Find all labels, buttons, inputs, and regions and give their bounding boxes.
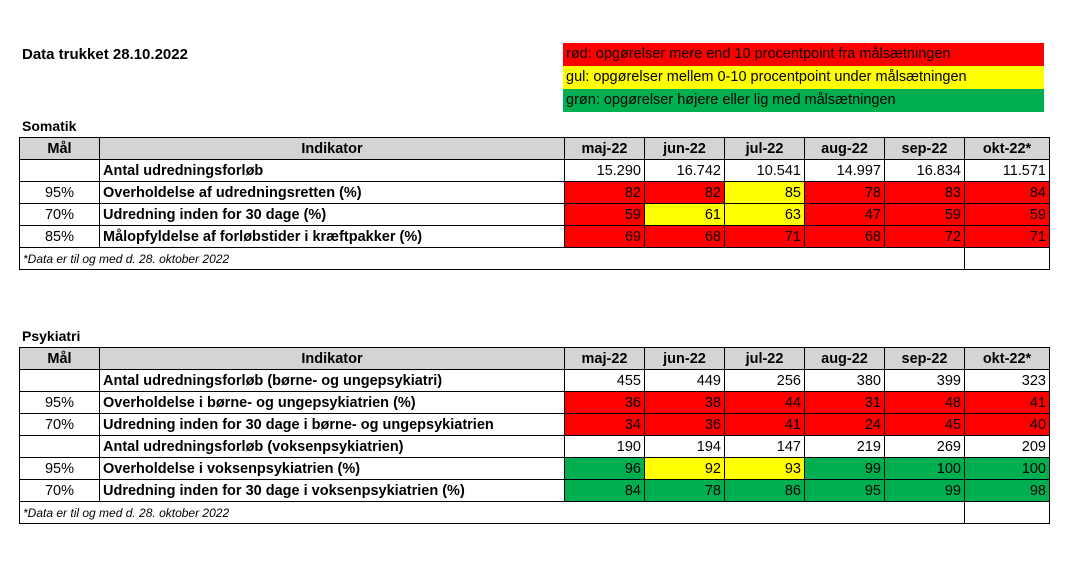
value-cell: 82 bbox=[645, 182, 725, 204]
value-cell: 15.290 bbox=[565, 160, 645, 182]
table-header-row bbox=[20, 138, 1050, 160]
table-row bbox=[20, 204, 1050, 226]
value-cell: 24 bbox=[805, 414, 885, 436]
value-cell: 36 bbox=[565, 392, 645, 414]
header-month: jun-22 bbox=[645, 138, 725, 160]
value-cell: 72 bbox=[885, 226, 965, 248]
goal-cell bbox=[20, 370, 100, 392]
header-month: aug-22 bbox=[805, 348, 885, 370]
header-month: jul-22 bbox=[725, 348, 805, 370]
value-cell: 40 bbox=[965, 414, 1050, 436]
header-month: sep-22 bbox=[885, 348, 965, 370]
value-cell: 100 bbox=[965, 458, 1050, 480]
goal-cell: 70% bbox=[20, 414, 100, 436]
value-cell: 69 bbox=[565, 226, 645, 248]
goal-cell: 85% bbox=[20, 226, 100, 248]
value-cell: 84 bbox=[965, 182, 1050, 204]
header-maal: Mål bbox=[20, 138, 100, 160]
value-cell: 455 bbox=[565, 370, 645, 392]
header-indikator: Indikator bbox=[100, 348, 565, 370]
header-month: sep-22 bbox=[885, 138, 965, 160]
goal-cell: 95% bbox=[20, 182, 100, 204]
value-cell: 61 bbox=[645, 204, 725, 226]
value-cell: 63 bbox=[725, 204, 805, 226]
indicator-cell: Antal udredningsforløb bbox=[100, 160, 565, 182]
value-cell: 96 bbox=[565, 458, 645, 480]
value-cell: 59 bbox=[885, 204, 965, 226]
header-month: okt-22* bbox=[965, 348, 1050, 370]
somatik-table bbox=[19, 137, 1050, 270]
goal-cell: 70% bbox=[20, 480, 100, 502]
indicator-cell: Udredning inden for 30 dage i børne- og ungepsykiatrien bbox=[100, 414, 565, 436]
value-cell: 47 bbox=[805, 204, 885, 226]
legend-item-red: rød: opgørelser mere end 10 procentpoint fra målsætningen bbox=[563, 43, 1044, 66]
value-cell: 219 bbox=[805, 436, 885, 458]
value-cell: 147 bbox=[725, 436, 805, 458]
value-cell: 256 bbox=[725, 370, 805, 392]
header-maal: Mål bbox=[20, 348, 100, 370]
indicator-cell: Overholdelse i voksenpsykiatrien (%) bbox=[100, 458, 565, 480]
goal-cell: 95% bbox=[20, 458, 100, 480]
value-cell: 71 bbox=[965, 226, 1050, 248]
value-cell: 380 bbox=[805, 370, 885, 392]
table-row bbox=[20, 392, 1050, 414]
header-month: jun-22 bbox=[645, 348, 725, 370]
table-row bbox=[20, 370, 1050, 392]
footnote-row bbox=[20, 502, 1050, 524]
indicator-cell: Overholdelse i børne- og ungepsykiatrien (%) bbox=[100, 392, 565, 414]
value-cell: 41 bbox=[725, 414, 805, 436]
value-cell: 399 bbox=[885, 370, 965, 392]
table-header-row bbox=[20, 348, 1050, 370]
header-indikator: Indikator bbox=[100, 138, 565, 160]
value-cell: 41 bbox=[965, 392, 1050, 414]
footnote: *Data er til og med d. 28. oktober 2022 bbox=[20, 248, 965, 270]
goal-cell: 70% bbox=[20, 204, 100, 226]
header-month: maj-22 bbox=[565, 348, 645, 370]
indicator-cell: Antal udredningsforløb (voksenpsykiatrien) bbox=[100, 436, 565, 458]
value-cell: 11.571 bbox=[965, 160, 1050, 182]
value-cell: 31 bbox=[805, 392, 885, 414]
legend-item-green: grøn: opgørelser højere eller lig med målsætningen bbox=[563, 89, 1044, 112]
value-cell: 68 bbox=[645, 226, 725, 248]
indicator-cell: Udredning inden for 30 dage i voksenpsykiatrien (%) bbox=[100, 480, 565, 502]
value-cell: 45 bbox=[885, 414, 965, 436]
value-cell: 100 bbox=[885, 458, 965, 480]
section-title-psykiatri: Psykiatri bbox=[22, 328, 81, 344]
header-month: aug-22 bbox=[805, 138, 885, 160]
value-cell: 190 bbox=[565, 436, 645, 458]
value-cell: 194 bbox=[645, 436, 725, 458]
value-cell: 92 bbox=[645, 458, 725, 480]
table-row bbox=[20, 480, 1050, 502]
indicator-cell: Målopfyldelse af forløbstider i kræftpakker (%) bbox=[100, 226, 565, 248]
table-row bbox=[20, 226, 1050, 248]
value-cell: 83 bbox=[885, 182, 965, 204]
psykiatri-table bbox=[19, 347, 1050, 524]
value-cell: 48 bbox=[885, 392, 965, 414]
table-row bbox=[20, 458, 1050, 480]
value-cell: 85 bbox=[725, 182, 805, 204]
value-cell: 99 bbox=[805, 458, 885, 480]
value-cell: 71 bbox=[725, 226, 805, 248]
section-title-somatik: Somatik bbox=[22, 118, 77, 134]
legend-item-yellow: gul: opgørelser mellem 0-10 procentpoint under målsætningen bbox=[563, 66, 1044, 89]
table-row bbox=[20, 436, 1050, 458]
value-cell: 323 bbox=[965, 370, 1050, 392]
header-month: okt-22* bbox=[965, 138, 1050, 160]
value-cell: 98 bbox=[965, 480, 1050, 502]
value-cell: 78 bbox=[805, 182, 885, 204]
value-cell: 86 bbox=[725, 480, 805, 502]
value-cell: 59 bbox=[565, 204, 645, 226]
footnote: *Data er til og med d. 28. oktober 2022 bbox=[20, 502, 965, 524]
table-row bbox=[20, 182, 1050, 204]
goal-cell bbox=[20, 160, 100, 182]
footnote-empty-cell bbox=[965, 502, 1050, 524]
value-cell: 84 bbox=[565, 480, 645, 502]
value-cell: 99 bbox=[885, 480, 965, 502]
value-cell: 449 bbox=[645, 370, 725, 392]
value-cell: 16.834 bbox=[885, 160, 965, 182]
table-row bbox=[20, 414, 1050, 436]
value-cell: 36 bbox=[645, 414, 725, 436]
table-row bbox=[20, 160, 1050, 182]
header-month: jul-22 bbox=[725, 138, 805, 160]
goal-cell bbox=[20, 436, 100, 458]
value-cell: 10.541 bbox=[725, 160, 805, 182]
value-cell: 209 bbox=[965, 436, 1050, 458]
indicator-cell: Antal udredningsforløb (børne- og ungepsykiatri) bbox=[100, 370, 565, 392]
value-cell: 16.742 bbox=[645, 160, 725, 182]
footnote-empty-cell bbox=[965, 248, 1050, 270]
value-cell: 14.997 bbox=[805, 160, 885, 182]
value-cell: 78 bbox=[645, 480, 725, 502]
value-cell: 269 bbox=[885, 436, 965, 458]
value-cell: 68 bbox=[805, 226, 885, 248]
goal-cell: 95% bbox=[20, 392, 100, 414]
value-cell: 38 bbox=[645, 392, 725, 414]
footnote-row bbox=[20, 248, 1050, 270]
indicator-cell: Udredning inden for 30 dage (%) bbox=[100, 204, 565, 226]
indicator-cell: Overholdelse af udredningsretten (%) bbox=[100, 182, 565, 204]
data-date-label: Data trukket 28.10.2022 bbox=[22, 46, 188, 63]
value-cell: 34 bbox=[565, 414, 645, 436]
value-cell: 93 bbox=[725, 458, 805, 480]
value-cell: 95 bbox=[805, 480, 885, 502]
value-cell: 59 bbox=[965, 204, 1050, 226]
header-month: maj-22 bbox=[565, 138, 645, 160]
value-cell: 82 bbox=[565, 182, 645, 204]
color-legend bbox=[563, 43, 1044, 112]
value-cell: 44 bbox=[725, 392, 805, 414]
